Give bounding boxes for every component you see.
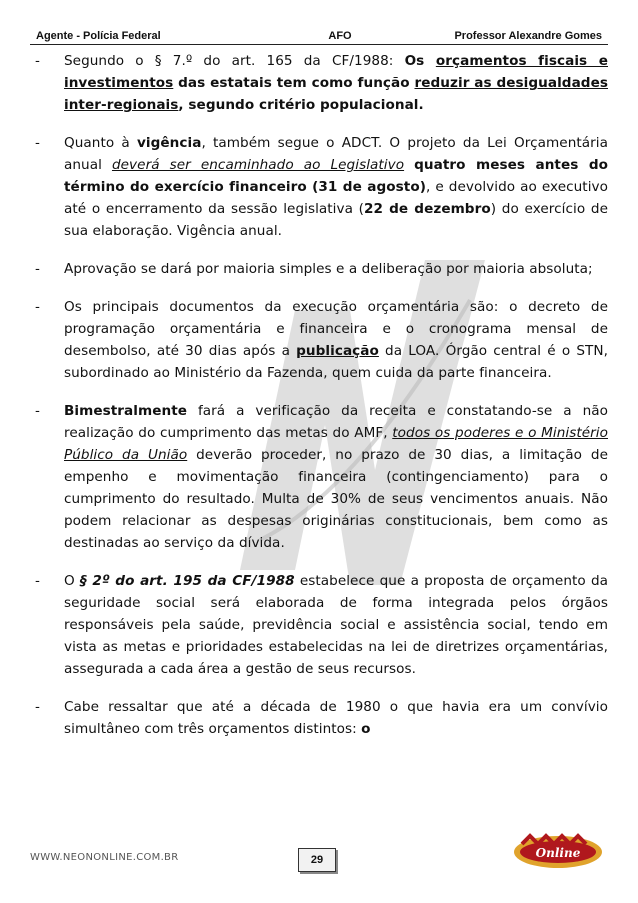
text-run: deverá ser encaminhado ao Legislativo <box>111 157 405 173</box>
text-run <box>404 157 414 173</box>
text-run: reduzir as desigualdades inter-regionais <box>64 75 608 113</box>
text-run: , também segue o ADCT. O projeto da Lei Orçamentária anual <box>64 135 608 173</box>
bullet-dash: - <box>35 403 40 419</box>
text-run: das estatais tem como função <box>173 75 415 91</box>
bullet-dash: - <box>35 53 40 69</box>
text-run: Segundo o § 7.º do art. 165 da CF/1988: <box>64 53 405 69</box>
text-run: da LOA. Órgão central é o STN, subordinado ao Ministério da Fazenda, quem cuida da parte financeira. <box>64 343 608 381</box>
text-run: § 2º do art. 195 da CF/1988 <box>79 573 295 589</box>
bullet-dash: - <box>35 699 40 715</box>
list-item <box>30 132 608 242</box>
page-number: 29 <box>298 848 336 872</box>
text-run: Os principais documentos da execução orçamentária são: o decreto de programação orçamentária e financeira e o cronograma mensal de desembolso, até 30 dias após a <box>64 299 608 359</box>
page-header <box>30 30 608 45</box>
header-center: AFO <box>328 30 352 42</box>
text-run: todos os poderes e o Ministério Público da União <box>64 425 608 463</box>
list-item <box>30 400 608 554</box>
text-run: Os <box>404 53 436 69</box>
bullet-dash: - <box>35 261 40 277</box>
header-right: Professor Alexandre Gomes <box>454 30 602 42</box>
text-run: publicação <box>296 343 379 359</box>
list-item <box>30 258 608 280</box>
text-run: estabelece que a proposta de orçamento da seguridade social será elaborada de forma integrada pelos órgãos responsáveis pela saúde, previdência social e assistência social, tendo em vista as metas e prioridades estabelecidas na lei de diretrizes orçamentárias, assegurada a cada área a gestão de seus recursos. <box>64 573 609 677</box>
list-item <box>30 296 608 384</box>
document-body <box>30 50 608 756</box>
list-item <box>30 570 608 680</box>
text-run: Bimestralmente <box>64 403 188 419</box>
bullet-dash: - <box>35 573 40 589</box>
list-item <box>30 50 608 116</box>
text-run: O <box>64 573 80 589</box>
text-run: o <box>361 721 371 737</box>
text-run: quatro meses antes do término do exercício financeiro (31 de agosto) <box>64 157 609 195</box>
header-left: Agente - Polícia Federal <box>36 30 161 42</box>
text-run: deverão proceder, no prazo de 30 dias, a limitação de empenho e movimentação financeira (contingenciamento) para o cumprimento do resultado. Multa de 30% de seus vencimentos anuais. Não podem relacionar as despesas originárias constitucionais, bem como as destinadas ao serviço da dívida. <box>64 447 608 551</box>
text-run: Cabe ressaltar que até a década de 1980 o que havia era um convívio simultâneo com três orçamentos distintos: <box>64 699 608 737</box>
logo-text: Online <box>535 846 581 860</box>
neon-online-logo-icon <box>508 830 604 872</box>
text-run: fará a verificação da receita e constatando-se a não realização do cumprimento das metas do AMF, <box>64 403 608 441</box>
text-run: orçamentos fiscais e investimentos <box>64 53 608 91</box>
list-item <box>30 696 608 740</box>
text-run: , e devolvido ao executivo até o encerramento da sessão legislativa ( <box>64 179 608 217</box>
bullet-dash: - <box>35 299 40 315</box>
text-run: Aprovação se dará por maioria simples e a deliberação por maioria absoluta; <box>64 261 593 277</box>
text-run: ) do exercício de sua elaboração. Vigência anual. <box>64 201 608 239</box>
bullet-dash: - <box>35 135 40 151</box>
text-run: vigência <box>136 135 202 151</box>
footer-website: WWW.NEONONLINE.COM.BR <box>30 852 179 863</box>
text-run: Quanto à <box>64 135 137 151</box>
text-run: 22 de dezembro <box>364 201 491 217</box>
text-run: , segundo critério populacional. <box>178 97 424 113</box>
